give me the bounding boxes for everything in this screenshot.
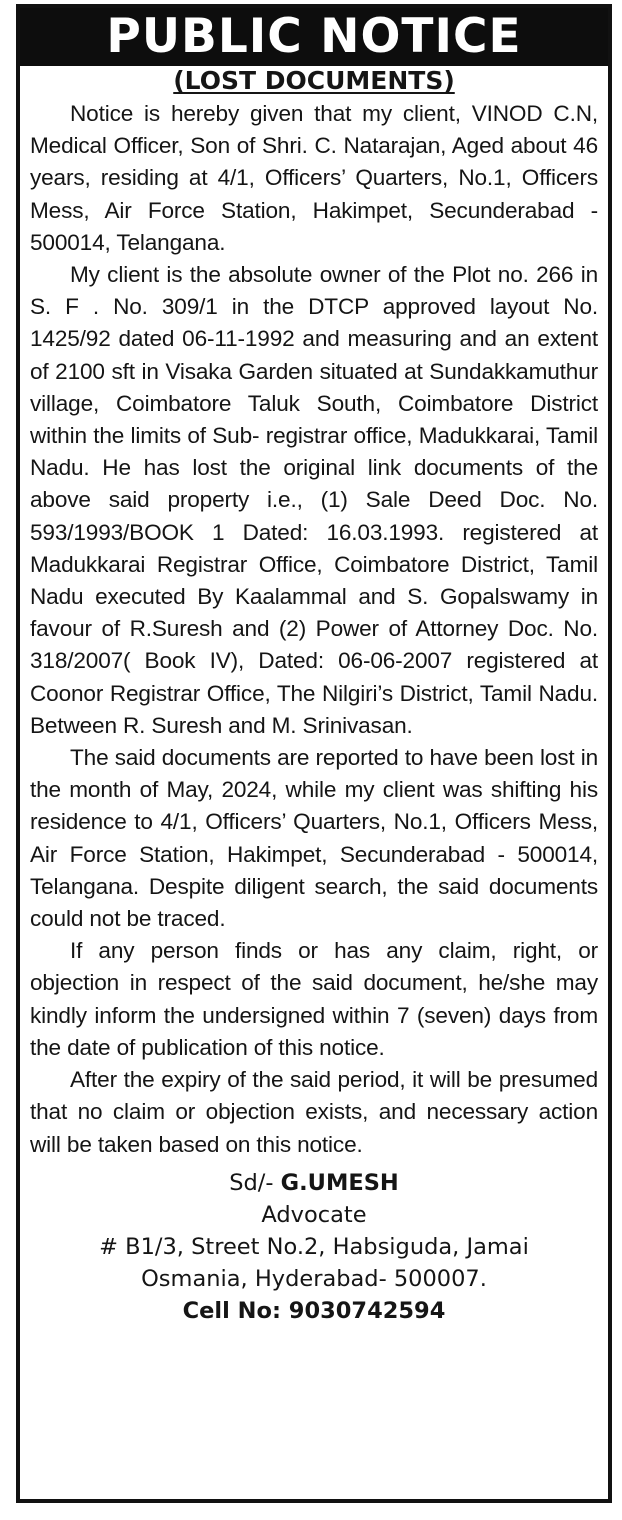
notice-subtitle-text: (LOST DOCUMENTS)	[173, 66, 455, 95]
signature-block	[30, 1167, 598, 1327]
notice-body	[20, 98, 608, 1327]
signatory-name: G.UMESH	[280, 1169, 399, 1196]
notice-subtitle	[20, 66, 608, 96]
paragraph-client-details: Notice is hereby given that my client, VINOD C.N, Medical Officer, Son of Shri. C. Natarajan, Aged about 46 years, residing at 4/1, Officers’ Quarters, No.1, Officers Mess, Air Force Station, Hakimpet, Secunderabad - 500014, Telangana.	[30, 101, 598, 255]
address-line-1: # B1/3, Street No.2, Habsiguda, Jamai	[99, 1233, 529, 1260]
signature-prefix: Sd/-	[229, 1169, 281, 1196]
address-line-2: Osmania, Hyderabad- 500007.	[141, 1265, 487, 1292]
cell-number: Cell No: 9030742594	[182, 1297, 446, 1324]
signature-line	[30, 1167, 598, 1199]
paragraph-claim-request: If any person finds or has any claim, right, or objection in respect of the said document, he/she may kindly inform the undersigned within 7 (seven) days from the date of publication of this notice.	[30, 938, 598, 1060]
public-notice	[16, 4, 612, 1503]
paragraph-expiry-clause: After the expiry of the said period, it will be presumed that no claim or objection exists, and necessary action will be taken based on this notice.	[30, 1067, 598, 1157]
paragraph-loss-details: The said documents are reported to have been lost in the month of May, 2024, while my client was shifting his residence to 4/1, Officers’ Quarters, No.1, Officers Mess, Air Force Station, Hakimpet, Secunderabad - 500014, Telangana. Despite diligent search, the said documents could not be traced.	[30, 745, 598, 932]
paragraph-property-details: My client is the absolute owner of the Plot no. 266 in S. F . No. 309/1 in the DTCP approved layout No. 1425/92 dated 06-11-1992 and measuring and an extent of 2100 sft in Visaka Garden situated at Sundakkamuthur village, Coimbatore Taluk South, Coimbatore District within the limits of Sub- registrar office, Madukkarai, Tamil Nadu. He has lost the original link documents of the above said property i.e., (1) Sale Deed Doc. No. 593/1993/BOOK 1 Dated: 16.03.1993. registered at Madukkarai Registrar Office, Coimbatore District, Tamil Nadu executed By Kaalammal and S. Gopalswamy in favour of R.Suresh and (2) Power of Attorney Doc. No. 318/2007( Book IV), Dated: 06-06-2007 registered at Coonor Registrar Office, The Nilgiri’s District, Tamil Nadu. Between R. Suresh and M. Srinivasan.	[30, 262, 598, 738]
signatory-designation: Advocate	[261, 1201, 367, 1228]
notice-title: PUBLIC NOTICE	[20, 8, 608, 66]
